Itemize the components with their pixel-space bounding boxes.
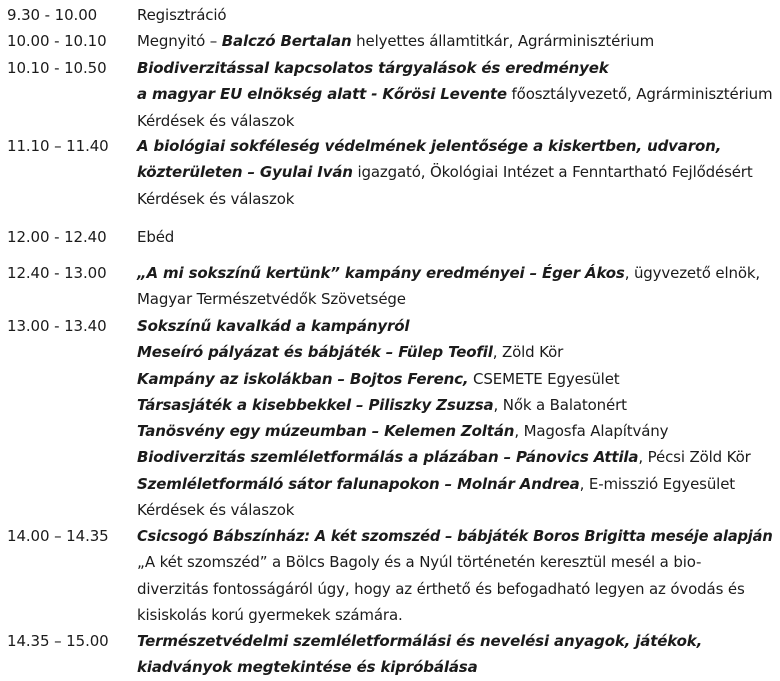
session-text: Kérdések és válaszok — [137, 501, 295, 520]
speaker-affiliation: igazgató, Ökológiai Intézet a Fenntartható Fejlődésért — [352, 163, 753, 182]
session-line — [137, 471, 773, 497]
talk-title: Meseíró pályázat és bábjáték – Fülep Teofil — [137, 343, 493, 362]
session-line — [137, 313, 773, 339]
session-content — [137, 2, 773, 28]
session-text: Magyar Természetvédők Szövetsége — [137, 290, 406, 309]
session-title: a magyar EU elnökség alatt - Kőrösi Levente — [137, 85, 507, 104]
session-title: A biológiai sokféleség védelmének jelentősége a kiskertben, udvaron, — [137, 137, 722, 155]
talk-title: Kampány az iskolákban – Bojtos Ferenc, — [137, 369, 469, 388]
session-description: kisiskolás korú gyermekek számára. — [137, 605, 403, 624]
talk-title: Tanösvény egy múzeumban – Kelemen Zoltán — [137, 422, 515, 441]
session-line — [137, 392, 773, 418]
speaker-affiliation: , ügyvezető elnök, — [624, 264, 761, 282]
speaker-name: Balczó Bertalan — [221, 32, 352, 50]
time-slot: 12.40 - 13.00 — [7, 264, 107, 282]
talk-title: Társasjáték a kisebbekkel – Piliszky Zsuzsa — [137, 395, 494, 414]
session-line — [137, 654, 773, 680]
speaker-affiliation: CSEMETE Egyesület — [468, 369, 620, 388]
session-content — [137, 133, 773, 212]
session-line — [137, 159, 773, 185]
time-slot: 10.00 - 10.10 — [7, 32, 107, 50]
session-text: Kérdések és válaszok — [137, 111, 295, 130]
speaker-affiliation: , Zöld Kör — [492, 343, 564, 362]
session-line — [137, 28, 773, 54]
session-text: Regisztráció — [137, 6, 227, 24]
session-line — [137, 55, 773, 81]
session-title: Biodiverzitással kapcsolatos tárgyalások és eredmények — [137, 59, 609, 77]
time-slot: 13.00 - 13.40 — [7, 317, 107, 335]
session-line — [137, 2, 773, 28]
time-slot: 10.10 - 10.50 — [7, 59, 107, 77]
session-content — [137, 260, 773, 313]
session-content — [137, 628, 773, 681]
talk-title: Biodiverzitás szemléletformálás a plázában – Pánovics Attila — [137, 448, 639, 467]
session-line — [137, 418, 773, 444]
session-content — [137, 313, 773, 523]
session-content — [137, 523, 773, 628]
speaker-affiliation: , E-misszió Egyesület — [579, 474, 736, 493]
session-line — [137, 186, 773, 212]
session-title: Sokszínű kavalkád a kampányról — [137, 317, 410, 335]
session-text: Kérdések és válaszok — [137, 189, 295, 208]
session-content — [137, 224, 773, 250]
session-title: „A mi sokszínű kertünk” kampány eredményei – Éger Ákos — [137, 264, 625, 282]
session-title: közterületen – Gyulai Iván — [137, 163, 353, 182]
session-description: diverzitás fontosságáról úgy, hogy az érthető és befogadható legyen az óvodás és — [137, 579, 745, 598]
speaker-affiliation: , Magosfa Alapítvány — [514, 422, 669, 441]
session-line — [137, 133, 773, 159]
time-slot: 9.30 - 10.00 — [7, 6, 98, 24]
session-line — [137, 549, 773, 575]
time-slot: 11.10 – 11.40 — [7, 137, 109, 155]
speaker-affiliation: , Pécsi Zöld Kör — [638, 448, 751, 467]
session-line — [137, 286, 773, 312]
session-line — [137, 260, 773, 286]
session-title: Csicsogó Bábszínház: A két szomszéd – bábjáték Boros Brigitta meséje alapján — [137, 527, 773, 545]
session-description: „A két szomszéd” a Bölcs Bagoly és a Nyúl történetén keresztül mesél a bio- — [137, 553, 702, 572]
session-line — [137, 339, 773, 365]
session-title: kiadványok megtekintése és kipróbálása — [137, 658, 478, 677]
session-line — [137, 366, 773, 392]
session-line — [137, 523, 773, 549]
session-line — [137, 628, 773, 654]
session-title: Természetvédelmi szemléletformálási és nevelési anyagok, játékok, — [137, 632, 703, 650]
session-line — [137, 224, 773, 250]
session-line — [137, 602, 773, 628]
session-line — [137, 444, 773, 470]
speaker-affiliation: , Nők a Balatonért — [493, 395, 627, 414]
speaker-affiliation: főosztályvezető, Agrárminisztérium — [506, 85, 773, 104]
speaker-affiliation: helyettes államtitkár, Agrárminisztérium — [351, 32, 655, 50]
session-content — [137, 55, 773, 134]
time-slot: 14.00 – 14.35 — [7, 527, 109, 545]
session-content — [137, 28, 773, 54]
session-text: Megnyitó – — [137, 32, 222, 50]
session-line — [137, 108, 773, 134]
talk-title: Szemléletformáló sátor falunapokon – Molnár Andrea — [137, 474, 580, 493]
session-line — [137, 81, 773, 107]
time-slot: 14.35 – 15.00 — [7, 632, 109, 650]
time-slot: 12.00 - 12.40 — [7, 228, 107, 246]
session-text: Ebéd — [137, 228, 175, 246]
session-line — [137, 576, 773, 602]
session-line — [137, 497, 773, 523]
